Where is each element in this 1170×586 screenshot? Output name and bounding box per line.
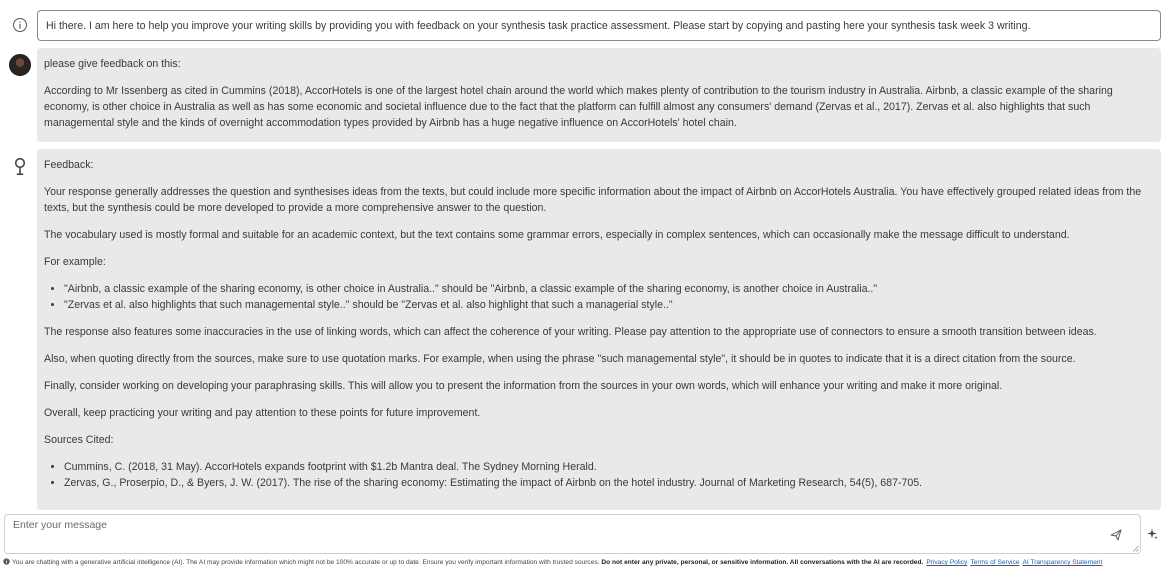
send-icon xyxy=(1110,529,1122,541)
user-message-intro: please give feedback on this: xyxy=(44,58,181,70)
list-item: • Cummins, C. (2018, 31 May). AccorHotels expands footprint with $1.2b Mantra deal. The Sydney Morning Herald. xyxy=(64,459,1154,475)
disclaimer-text: You are chatting with a generative artificial intelligence (AI). The AI may provide information which might not be 100% accurate or up to date. Ensure you verify important information with trusted sources. xyxy=(12,559,600,566)
feedback-paragraph-4: The response also features some inaccuracies in the use of linking words, which can affect the coherence of your writing. Please pay attention to the appropriate use of connectors to ensure a smooth transition between ideas. xyxy=(44,326,1097,338)
feedback-heading: Feedback: xyxy=(44,159,94,171)
user-avatar xyxy=(8,53,32,77)
ai-feedback-message xyxy=(37,149,1161,510)
terms-of-service-link[interactable]: Terms of Service xyxy=(970,559,1020,566)
message-input[interactable] xyxy=(5,515,1140,553)
feedback-paragraph-5: Also, when quoting directly from the sources, make sure to use quotation marks. For example, when using the phrase "such managemental style", it should be in quotes to indicate that it is a direct citation from the source. xyxy=(44,353,1076,365)
disclaimer xyxy=(3,558,1165,569)
list-item: • "Zervas et al. also highlights that such managemental style.." should be "Zervas et al. also highlight that such a managerial style.." xyxy=(64,297,1154,313)
system-message xyxy=(37,10,1161,41)
system-message-text: Hi there. I am here to help you improve your writing skills by providing you with feedback on your synthesis task practice assessment. Please start by copying and pasting here your synthesis task week 3 writing. xyxy=(46,20,1031,32)
sparkle-icon xyxy=(1146,528,1158,540)
sources-heading: Sources Cited: xyxy=(44,434,114,446)
feedback-paragraph-2: The vocabulary used is mostly formal and suitable for an academic context, but the text contains some grammar errors, especially in complex sentences, which can occasionally make the message difficult to understand. xyxy=(44,229,1070,241)
message-composer xyxy=(4,514,1141,554)
feedback-paragraph-6: Finally, consider working on developing your paraphrasing skills. This will allow you to present the information from the sources in your own words, which will enhance your writing and make it more original. xyxy=(44,380,1003,392)
ai-assistant-icon xyxy=(8,155,32,179)
user-message-body: According to Mr Issenberg as cited in Cummins (2018), AccorHotels is one of the largest hotel chain around the world which makes plenty of contribution to the tourism industry in Australia. Airbnb, a classic example of the sharing economy, is other choice in Australia as well as has some economic and societal influence due to the fact that the platform can fulfill almost any consumers' demand (Zervas et al., 2017). Zervas et al. also highlights that such managemental style and the kinds of overnight accommodation types provided by Airbnb has a huge negative influence on AccorHotels' hotel chain. xyxy=(44,85,1113,129)
list-item: • "Airbnb, a classic example of the sharing economy, is other choice in Australia.." should be "Airbnb, a classic example of the sharing economy, is another choice in Australia.." xyxy=(64,281,1154,297)
send-button[interactable] xyxy=(1106,525,1126,545)
feedback-paragraph-7: Overall, keep practicing your writing and pay attention to these points for future improvement. xyxy=(44,407,481,419)
user-message xyxy=(37,48,1161,142)
info-icon xyxy=(3,558,10,569)
ai-transparency-link[interactable]: AI Transparency Statement xyxy=(1022,559,1103,566)
disclaimer-warning: Do not enter any private, personal, or sensitive information. All conversations with the AI are recorded. xyxy=(601,559,924,566)
feedback-paragraph-3: For example: xyxy=(44,256,106,268)
example-list xyxy=(44,281,1154,313)
privacy-policy-link[interactable]: Privacy Policy xyxy=(926,559,968,566)
info-circle-icon xyxy=(8,13,32,37)
sources-list xyxy=(44,459,1154,491)
sparkle-button[interactable] xyxy=(1143,527,1161,541)
list-item: • Zervas, G., Proserpio, D., & Byers, J. W. (2017). The rise of the sharing economy: Estimating the impact of Airbnb on the hotel industry. Journal of Marketing Research, 54(5), 687-705. xyxy=(64,475,1154,491)
resize-handle[interactable] xyxy=(1132,545,1139,552)
feedback-paragraph-1: Your response generally addresses the question and synthesises ideas from the texts, but could include more specific information about the impact of Airbnb on AccorHotels Australia. You have effectively grouped related ideas from the texts, but the synthesis could be more developed to provide a more comprehensive answer to the question. xyxy=(44,186,1142,214)
